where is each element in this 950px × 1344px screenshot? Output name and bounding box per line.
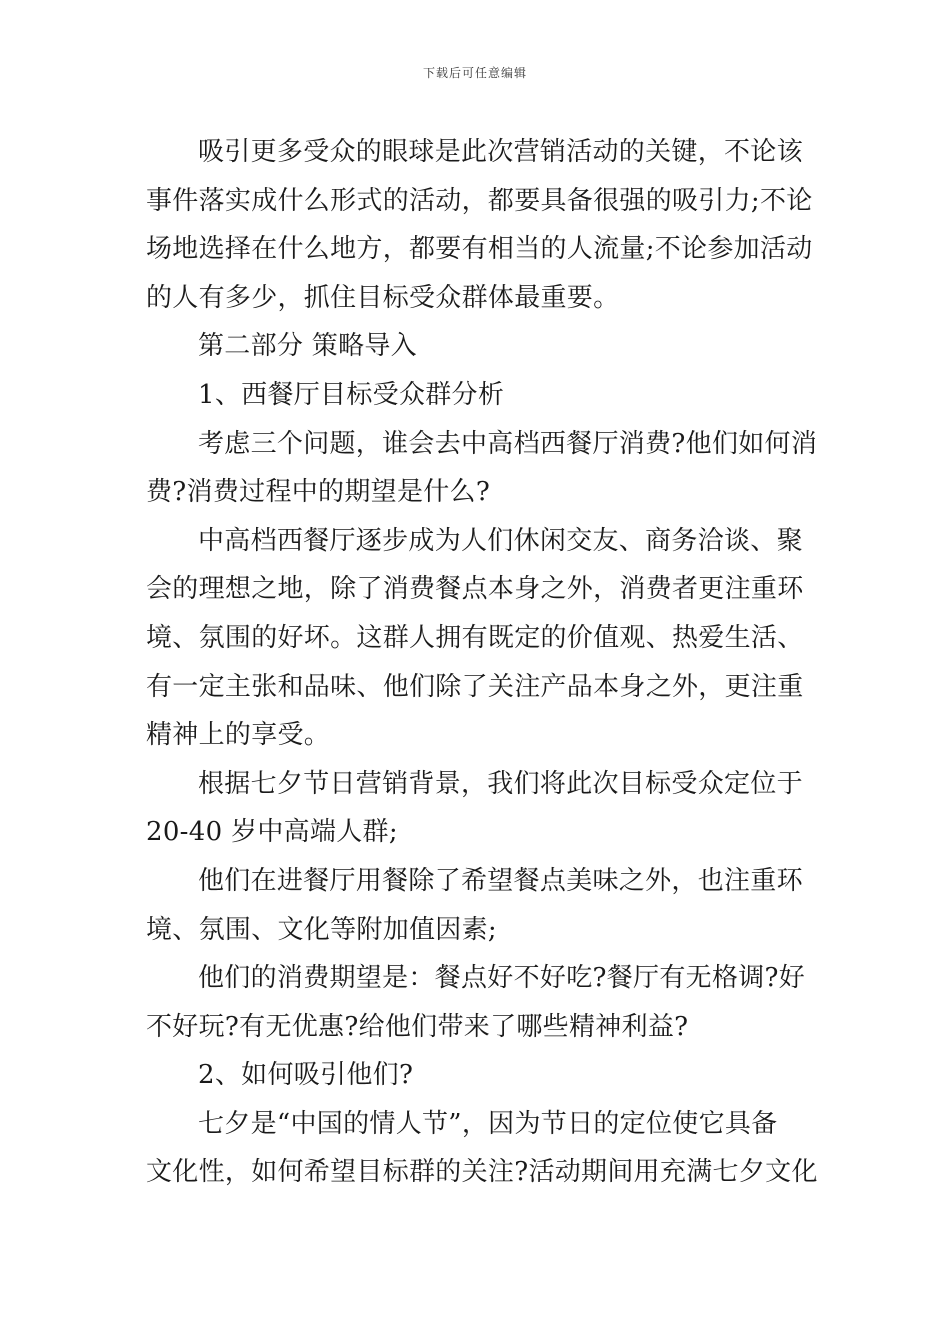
paragraph	[146, 420, 818, 517]
paragraph	[146, 517, 808, 760]
text-line: 第二部分 策略导入	[198, 331, 417, 362]
subsection-heading	[146, 371, 808, 420]
text-line: 场地选择在什么地方，都要有相当的人流量;不论参加活动	[146, 234, 813, 265]
text-line: 境、氛围的好坏。这群人拥有既定的价值观、热爱生活、	[146, 622, 804, 653]
text-line: 的人有多少，抓住目标受众群体最重要。	[146, 282, 620, 313]
text-line: 1、西餐厅目标受众群分析	[198, 379, 505, 410]
paragraph	[146, 1100, 818, 1197]
text-line: 2、如何吸引他们?	[198, 1060, 414, 1091]
paragraph	[146, 760, 808, 857]
text-line: 他们的消费期望是：餐点好不好吃?餐厅有无格调?好	[198, 963, 806, 994]
paragraph	[146, 128, 813, 322]
header-note: 下载后可任意编辑	[422, 66, 527, 80]
text-line: 20-40 岁中高端人群;	[146, 817, 398, 848]
text-line: 文化性，如何希望目标群的关注?活动期间用充满七夕文化	[146, 1157, 818, 1188]
text-line: 根据七夕节日营销背景，我们将此次目标受众定位于	[198, 768, 803, 799]
document-body	[146, 128, 818, 1197]
paragraph	[146, 857, 808, 954]
text-line: 中高档西餐厅逐步成为人们休闲交友、商务洽谈、聚	[198, 525, 803, 556]
paragraph	[146, 954, 808, 1051]
text-line: 会的理想之地，除了消费餐点本身之外，消费者更注重环	[146, 574, 804, 605]
text-line: 境、氛围、文化等附加值因素;	[146, 914, 497, 945]
text-line: 事件落实成什么形式的活动，都要具备很强的吸引力;不论	[146, 185, 813, 216]
section-heading	[146, 322, 808, 371]
text-line: 七夕是“中国的情人节”，因为节日的定位使它具备	[198, 1108, 778, 1139]
text-line: 他们在进餐厅用餐除了希望餐点美味之外，也注重环	[198, 865, 803, 896]
text-line: 考虑三个问题，谁会去中高档西餐厅消费?他们如何消	[198, 428, 818, 459]
text-line: 吸引更多受众的眼球是此次营销活动的关键，不论该	[198, 137, 803, 167]
text-line: 有一定主张和品味、他们除了关注产品本身之外，更注重	[146, 671, 804, 702]
text-line: 不好玩?有无优惠?给他们带来了哪些精神利益?	[146, 1011, 689, 1042]
text-line: 费?消费过程中的期望是什么?	[146, 477, 491, 508]
subsection-heading	[146, 1051, 808, 1100]
text-line: 精神上的享受。	[146, 720, 331, 751]
